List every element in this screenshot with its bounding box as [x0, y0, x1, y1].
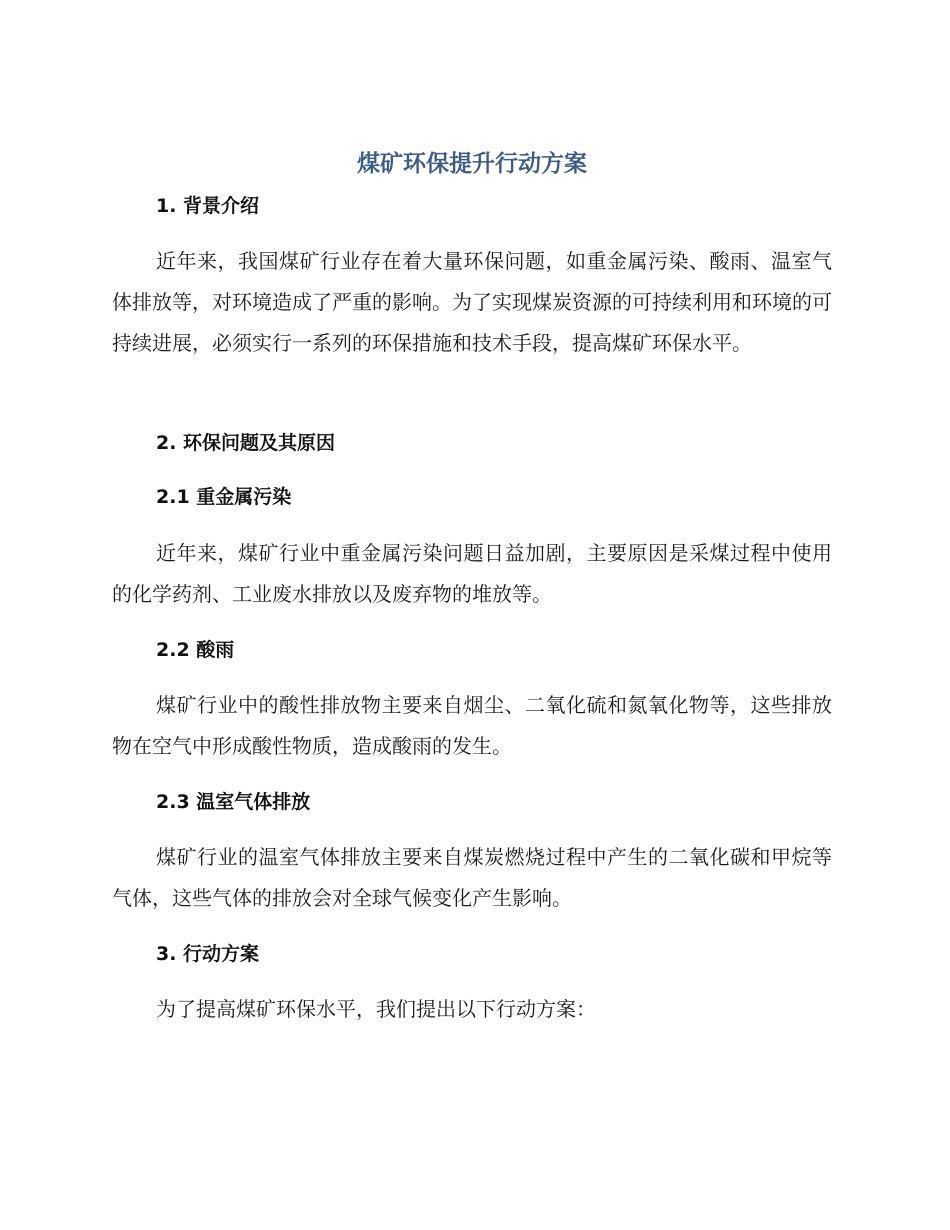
- document-page: [112, 0, 832, 1230]
- paragraph-heavy-metal: 近年来，煤矿行业中重金属污染问题日益加剧，主要原因是采煤过程中使用的化学药剂、工业废水排放以及废弃物的堆放等。: [112, 541, 832, 606]
- section-heading-background: 1. 背景介绍: [156, 195, 260, 217]
- section-heading-acid-rain: 2.2 酸雨: [156, 639, 235, 661]
- section-heading-greenhouse: 2.3 温室气体排放: [156, 791, 311, 813]
- paragraph-greenhouse: 煤矿行业的温室气体排放主要来自煤炭燃烧过程中产生的二氧化碳和甲烷等气体，这些气体的排放会对全球气候变化产生影响。: [112, 845, 832, 910]
- paragraph-action-plan: 为了提高煤矿环保水平，我们提出以下行动方案：: [156, 997, 596, 1021]
- paragraph-background: 近年来，我国煤矿行业存在着大量环保问题，如重金属污染、酸雨、温室气体排放等，对环境造成了严重的影响。为了实现煤炭资源的可持续利用和环境的可持续进展，必须实行一系列的环保措施和技术手段，提高煤矿环保水平。: [112, 249, 832, 355]
- section-heading-action-plan: 3. 行动方案: [156, 943, 260, 965]
- section-heading-heavy-metal: 2.1 重金属污染: [156, 486, 292, 508]
- document-title: 煤矿环保提升行动方案: [357, 151, 587, 177]
- section-heading-problems: 2. 环保问题及其原因: [156, 432, 336, 454]
- paragraph-acid-rain: 煤矿行业中的酸性排放物主要来自烟尘、二氧化硫和氮氧化物等，这些排放物在空气中形成酸性物质，造成酸雨的发生。: [112, 693, 832, 758]
